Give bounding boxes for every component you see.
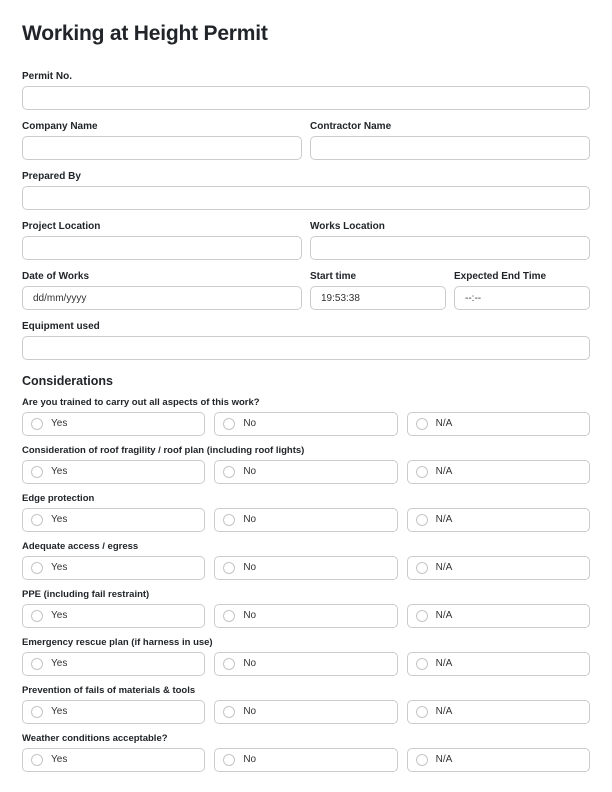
question-options bbox=[22, 460, 590, 484]
radio-icon[interactable] bbox=[223, 418, 235, 430]
prepared-by-label: Prepared By bbox=[22, 171, 81, 182]
field-start-time bbox=[310, 271, 446, 310]
radio-icon[interactable] bbox=[416, 658, 428, 670]
radio-icon[interactable] bbox=[223, 562, 235, 574]
question-label: Are you trained to carry out all aspects of this work? bbox=[22, 397, 260, 408]
radio-icon[interactable] bbox=[31, 562, 43, 574]
question-options bbox=[22, 604, 590, 628]
page-title: Working at Height Permit bbox=[22, 22, 268, 45]
radio-icon[interactable] bbox=[31, 658, 43, 670]
question-label: Weather conditions acceptable? bbox=[22, 733, 168, 744]
radio-option-na[interactable] bbox=[407, 700, 590, 724]
field-contractor-name bbox=[310, 121, 590, 160]
radio-icon[interactable] bbox=[31, 706, 43, 718]
row-locations bbox=[22, 221, 590, 260]
radio-option-label: No bbox=[243, 418, 257, 429]
radio-option-yes[interactable] bbox=[22, 556, 205, 580]
radio-option-no[interactable] bbox=[214, 460, 397, 484]
question-group bbox=[22, 733, 590, 772]
radio-icon[interactable] bbox=[416, 418, 428, 430]
radio-icon[interactable] bbox=[416, 514, 428, 526]
radio-option-label: No bbox=[243, 514, 257, 525]
radio-option-label: Yes bbox=[51, 610, 68, 621]
radio-option-yes[interactable] bbox=[22, 460, 205, 484]
radio-icon[interactable] bbox=[416, 754, 428, 766]
permit-no-input[interactable] bbox=[22, 86, 590, 110]
radio-icon[interactable] bbox=[223, 754, 235, 766]
radio-icon[interactable] bbox=[416, 706, 428, 718]
radio-icon[interactable] bbox=[31, 466, 43, 478]
radio-option-no[interactable] bbox=[214, 700, 397, 724]
radio-option-label: No bbox=[243, 658, 257, 669]
project-location-input[interactable] bbox=[22, 236, 302, 260]
field-expected-end-time bbox=[454, 271, 590, 310]
field-permit-no bbox=[22, 71, 590, 110]
radio-option-label: No bbox=[243, 754, 257, 765]
date-of-works-input[interactable] bbox=[22, 286, 302, 310]
radio-option-label: Yes bbox=[51, 514, 68, 525]
radio-icon[interactable] bbox=[31, 418, 43, 430]
radio-option-label: N/A bbox=[435, 418, 453, 429]
considerations-questions bbox=[22, 397, 590, 772]
field-equipment-used bbox=[22, 321, 590, 360]
equipment-used-label: Equipment used bbox=[22, 321, 100, 332]
radio-option-no[interactable] bbox=[214, 412, 397, 436]
question-group bbox=[22, 445, 590, 484]
radio-option-yes[interactable] bbox=[22, 604, 205, 628]
radio-option-label: Yes bbox=[51, 754, 68, 765]
considerations-heading: Considerations bbox=[22, 374, 113, 388]
radio-option-label: Yes bbox=[51, 658, 68, 669]
radio-icon[interactable] bbox=[416, 610, 428, 622]
radio-icon[interactable] bbox=[223, 466, 235, 478]
radio-option-label: N/A bbox=[435, 754, 453, 765]
radio-option-na[interactable] bbox=[407, 412, 590, 436]
expected-end-time-input[interactable] bbox=[454, 286, 590, 310]
question-group bbox=[22, 637, 590, 676]
radio-option-label: No bbox=[243, 706, 257, 717]
radio-option-na[interactable] bbox=[407, 604, 590, 628]
radio-option-label: Yes bbox=[51, 562, 68, 573]
radio-option-label: No bbox=[243, 610, 257, 621]
question-options bbox=[22, 508, 590, 532]
field-project-location bbox=[22, 221, 302, 260]
radio-option-no[interactable] bbox=[214, 604, 397, 628]
radio-option-no[interactable] bbox=[214, 748, 397, 772]
radio-icon[interactable] bbox=[223, 610, 235, 622]
question-label: Prevention of fails of materials & tools bbox=[22, 685, 196, 696]
radio-option-yes[interactable] bbox=[22, 412, 205, 436]
radio-option-label: Yes bbox=[51, 706, 68, 717]
question-options bbox=[22, 652, 590, 676]
question-group bbox=[22, 589, 590, 628]
equipment-used-input[interactable] bbox=[22, 336, 590, 360]
question-label: Consideration of roof fragility / roof plan (including roof lights) bbox=[22, 445, 305, 456]
company-name-input[interactable] bbox=[22, 136, 302, 160]
radio-icon[interactable] bbox=[416, 562, 428, 574]
expected-end-time-label: Expected End Time bbox=[454, 271, 547, 282]
radio-option-yes[interactable] bbox=[22, 748, 205, 772]
radio-icon[interactable] bbox=[31, 514, 43, 526]
works-location-label: Works Location bbox=[310, 221, 385, 232]
radio-option-no[interactable] bbox=[214, 652, 397, 676]
works-location-input[interactable] bbox=[310, 236, 590, 260]
radio-option-no[interactable] bbox=[214, 508, 397, 532]
radio-option-label: N/A bbox=[435, 658, 453, 669]
question-label: Emergency rescue plan (if harness in use) bbox=[22, 637, 213, 648]
question-label: Edge protection bbox=[22, 493, 95, 504]
radio-option-label: N/A bbox=[435, 562, 453, 573]
field-company-name bbox=[22, 121, 302, 160]
radio-option-label: No bbox=[243, 466, 257, 477]
field-works-location bbox=[310, 221, 590, 260]
project-location-label: Project Location bbox=[22, 221, 101, 232]
permit-no-label: Permit No. bbox=[22, 71, 73, 82]
prepared-by-input[interactable] bbox=[22, 186, 590, 210]
radio-option-label: N/A bbox=[435, 466, 453, 477]
start-time-label: Start time bbox=[310, 271, 357, 282]
radio-option-na[interactable] bbox=[407, 508, 590, 532]
radio-icon[interactable] bbox=[223, 706, 235, 718]
radio-icon[interactable] bbox=[31, 754, 43, 766]
start-time-input[interactable] bbox=[310, 286, 446, 310]
row-date-times bbox=[22, 271, 590, 310]
radio-option-label: Yes bbox=[51, 466, 68, 477]
question-group bbox=[22, 493, 590, 532]
radio-icon[interactable] bbox=[31, 610, 43, 622]
question-options bbox=[22, 556, 590, 580]
question-group bbox=[22, 685, 590, 724]
radio-icon[interactable] bbox=[416, 466, 428, 478]
date-of-works-label: Date of Works bbox=[22, 271, 90, 282]
radio-icon[interactable] bbox=[223, 514, 235, 526]
radio-option-label: Yes bbox=[51, 418, 68, 429]
question-options bbox=[22, 748, 590, 772]
question-options bbox=[22, 700, 590, 724]
contractor-name-label: Contractor Name bbox=[310, 121, 392, 132]
question-label: Adequate access / egress bbox=[22, 541, 139, 552]
question-group bbox=[22, 397, 590, 436]
question-options bbox=[22, 412, 590, 436]
radio-option-label: N/A bbox=[435, 610, 453, 621]
contractor-name-input[interactable] bbox=[310, 136, 590, 160]
radio-option-label: N/A bbox=[435, 706, 453, 717]
radio-option-label: No bbox=[243, 562, 257, 573]
radio-option-yes[interactable] bbox=[22, 652, 205, 676]
radio-option-na[interactable] bbox=[407, 652, 590, 676]
radio-option-yes[interactable] bbox=[22, 700, 205, 724]
question-group bbox=[22, 541, 590, 580]
row-company-contractor bbox=[22, 121, 590, 160]
radio-option-na[interactable] bbox=[407, 748, 590, 772]
question-label: PPE (including fail restraint) bbox=[22, 589, 150, 600]
radio-option-label: N/A bbox=[435, 514, 453, 525]
radio-option-no[interactable] bbox=[214, 556, 397, 580]
radio-option-na[interactable] bbox=[407, 460, 590, 484]
field-prepared-by bbox=[22, 171, 590, 210]
radio-icon[interactable] bbox=[223, 658, 235, 670]
radio-option-yes[interactable] bbox=[22, 508, 205, 532]
radio-option-na[interactable] bbox=[407, 556, 590, 580]
company-name-label: Company Name bbox=[22, 121, 98, 132]
field-date-of-works bbox=[22, 271, 302, 310]
